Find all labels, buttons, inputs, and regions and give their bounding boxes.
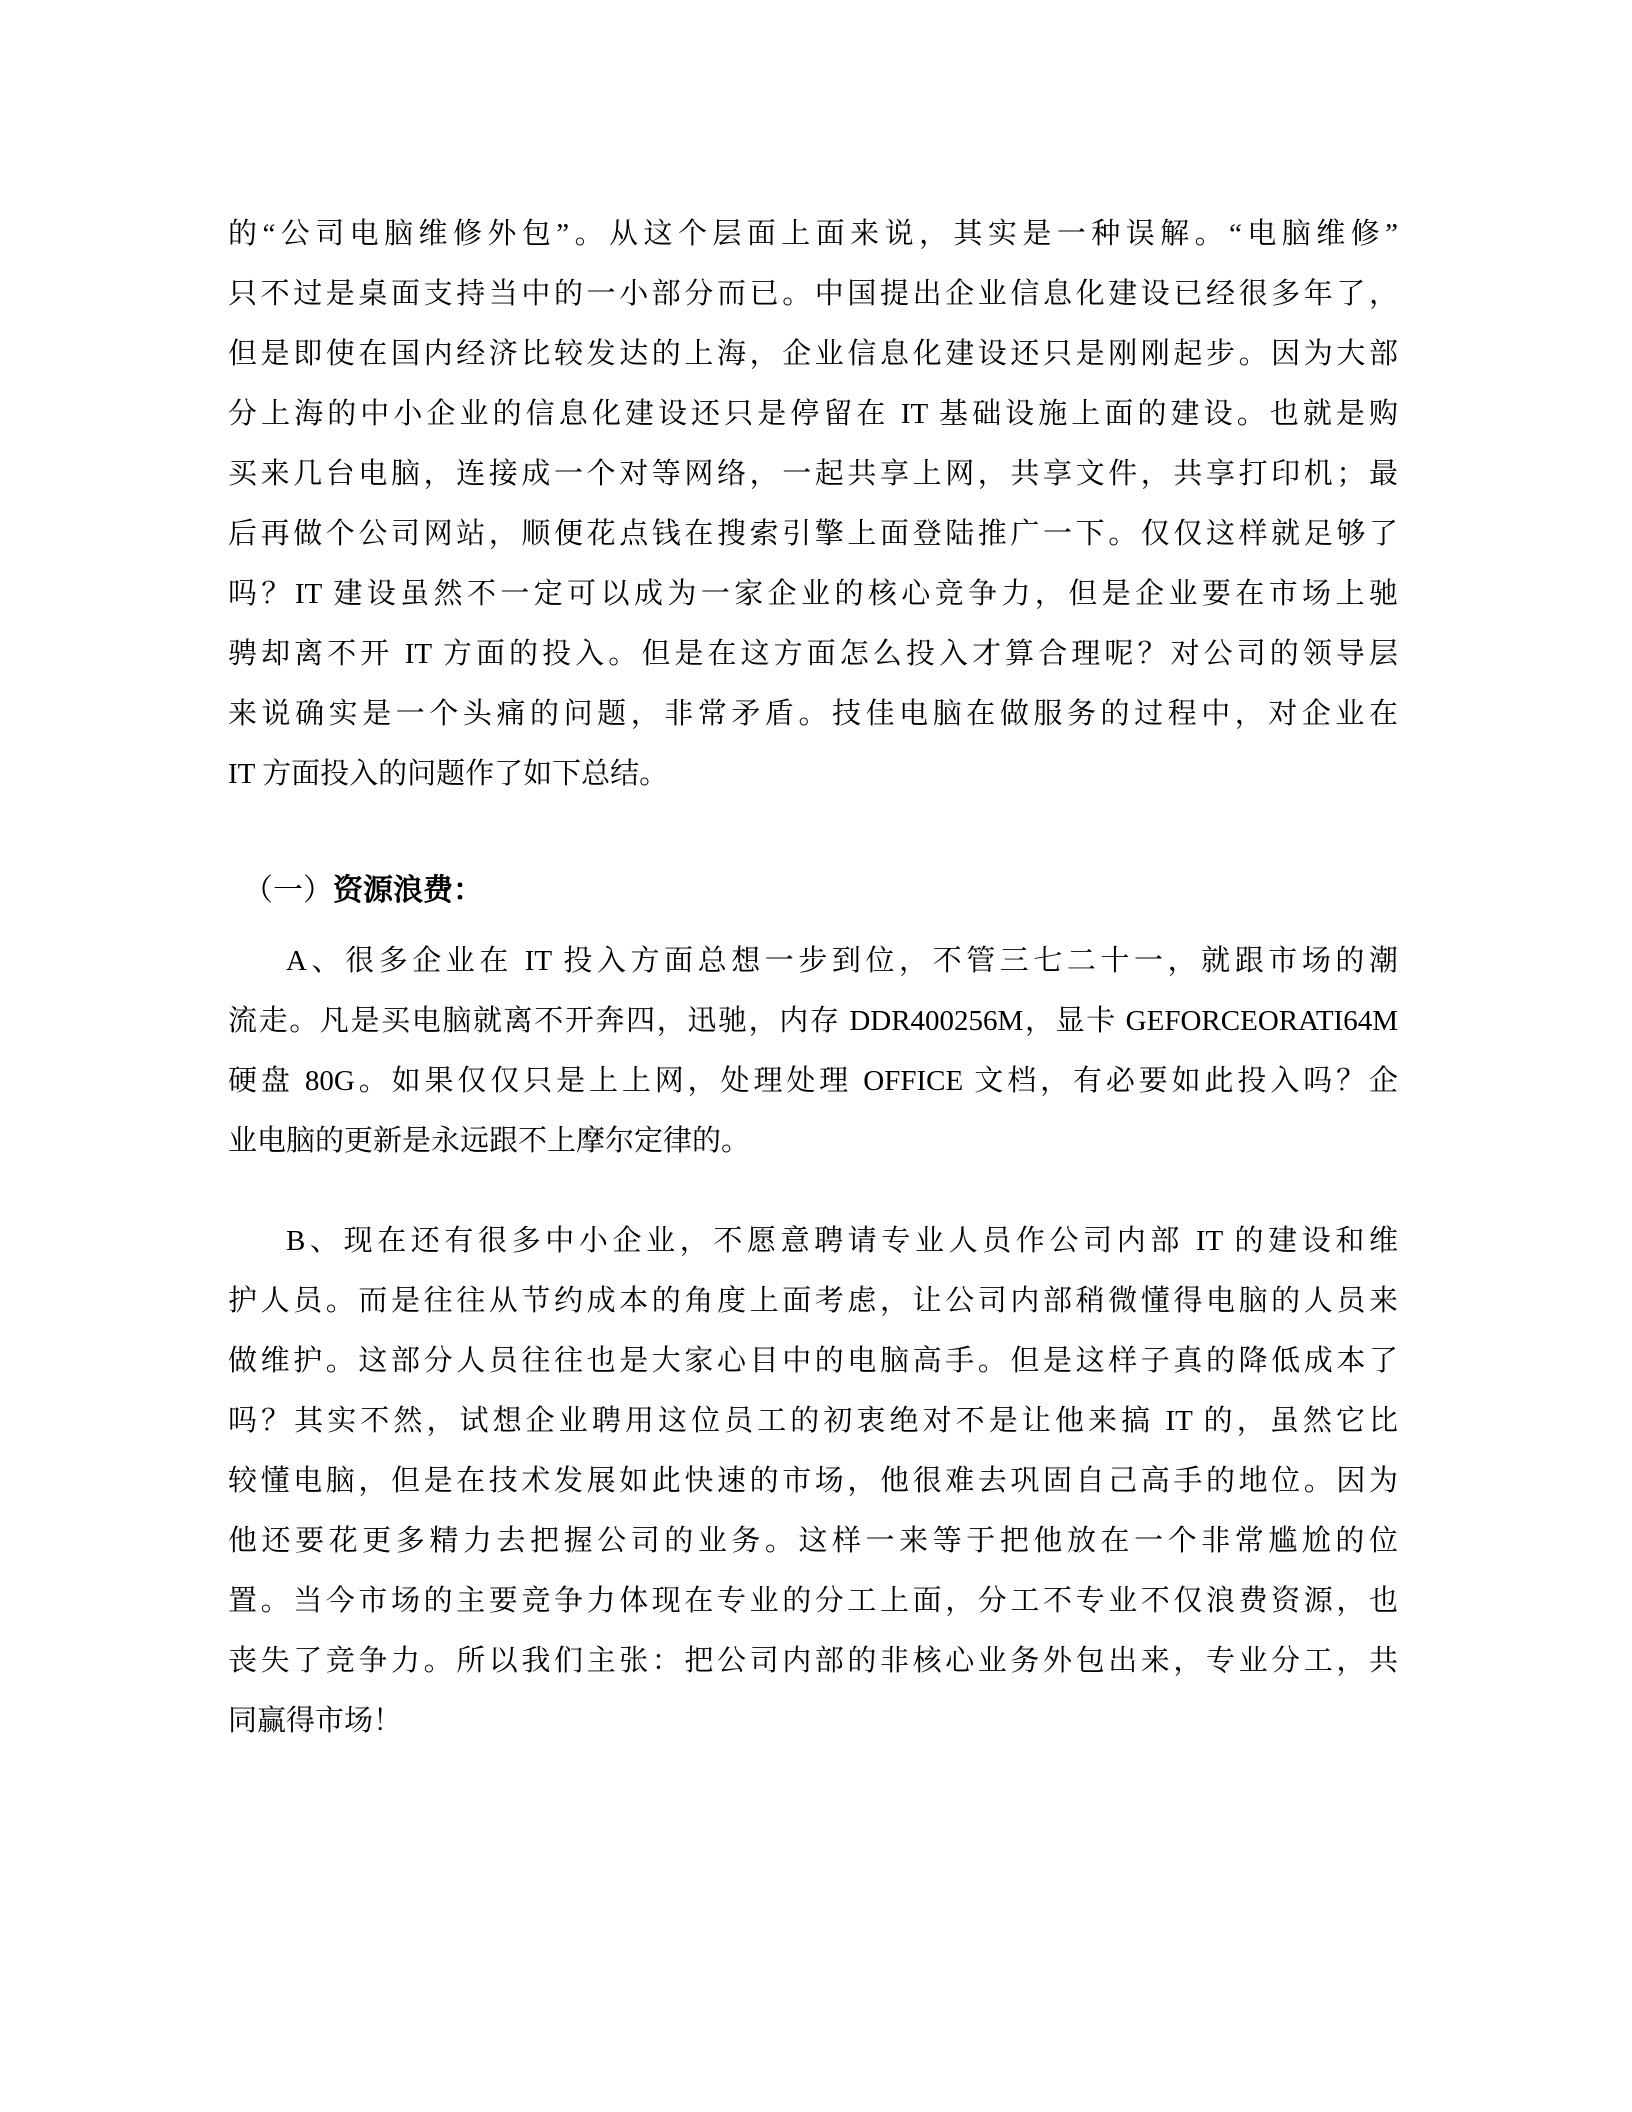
paragraph-intro [228,204,1398,804]
text-line: 骋却离不开 IT 方面的投入。但是在这方面怎么投入才算合理呢？对公司的领导层 [228,638,1398,670]
paragraph-a [228,931,1398,1171]
text-line: 流走。凡是买电脑就离不开奔四，迅驰，内存 DDR400256M，显卡 GEFORCEORATI64M [228,1005,1398,1037]
document-body [228,204,1398,1751]
text-line: 分上海的中小企业的信息化建设还只是停留在 IT 基础设施上面的建设。也就是购 [228,398,1398,430]
text-line: 同赢得市场！ [228,1705,403,1737]
text-line: IT 方面投入的问题作了如下总结。 [228,758,669,790]
section-number: （一） [243,874,333,907]
text-line: 买来几台电脑，连接成一个对等网络，一起共享上网，共享文件，共享打印机；最 [228,458,1398,490]
text-line: 吗？IT 建设虽然不一定可以成为一家企业的核心竞争力，但是企业要在市场上驰 [228,578,1398,610]
text-line: 吗？其实不然，试想企业聘用这位员工的初衷绝对不是让他来搞 IT 的，虽然它比 [228,1405,1398,1437]
text-line: 护人员。而是往往从节约成本的角度上面考虑，让公司内部稍微懂得电脑的人员来 [228,1285,1398,1317]
section-heading [228,861,1398,921]
text-line: 丧失了竞争力。所以我们主张：把公司内部的非核心业务外包出来，专业分工，共 [228,1645,1398,1677]
paragraph-b [228,1211,1398,1751]
text-line: 来说确实是一个头痛的问题，非常矛盾。技佳电脑在做服务的过程中，对企业在 [228,698,1398,730]
text-line: B、现在还有很多中小企业，不愿意聘请专业人员作公司内部 IT 的建设和维 [286,1225,1398,1257]
section-title: 资源浪费： [333,874,483,907]
text-line: 较懂电脑，但是在技术发展如此快速的市场，他很难去巩固自己高手的地位。因为 [228,1465,1398,1497]
text-line: 但是即使在国内经济比较发达的上海，企业信息化建设还只是刚刚起步。因为大部 [228,338,1398,370]
text-line: 后再做个公司网站，顺便花点钱在搜索引擎上面登陆推广一下。仅仅这样就足够了 [228,518,1398,550]
text-line: 的“公司电脑维修外包”。从这个层面上面来说，其实是一种误解。“电脑维修” [228,218,1398,250]
text-line: 置。当今市场的主要竞争力体现在专业的分工上面，分工不专业不仅浪费资源，也 [228,1585,1398,1617]
text-line: 硬盘 80G。如果仅仅只是上上网，处理处理 OFFICE 文档，有必要如此投入吗？企 [228,1065,1398,1097]
text-line: 他还要花更多精力去把握公司的业务。这样一来等于把他放在一个非常尴尬的位 [228,1525,1398,1557]
text-line: 业电脑的更新是永远跟不上摩尔定律的。 [228,1125,751,1157]
text-line: 只不过是桌面支持当中的一小部分而已。中国提出企业信息化建设已经很多年了， [228,278,1398,310]
text-line: 做维护。这部分人员往往也是大家心目中的电脑高手。但是这样子真的降低成本了 [228,1345,1398,1377]
text-line: A、很多企业在 IT 投入方面总想一步到位，不管三七二十一，就跟市场的潮 [286,945,1398,977]
